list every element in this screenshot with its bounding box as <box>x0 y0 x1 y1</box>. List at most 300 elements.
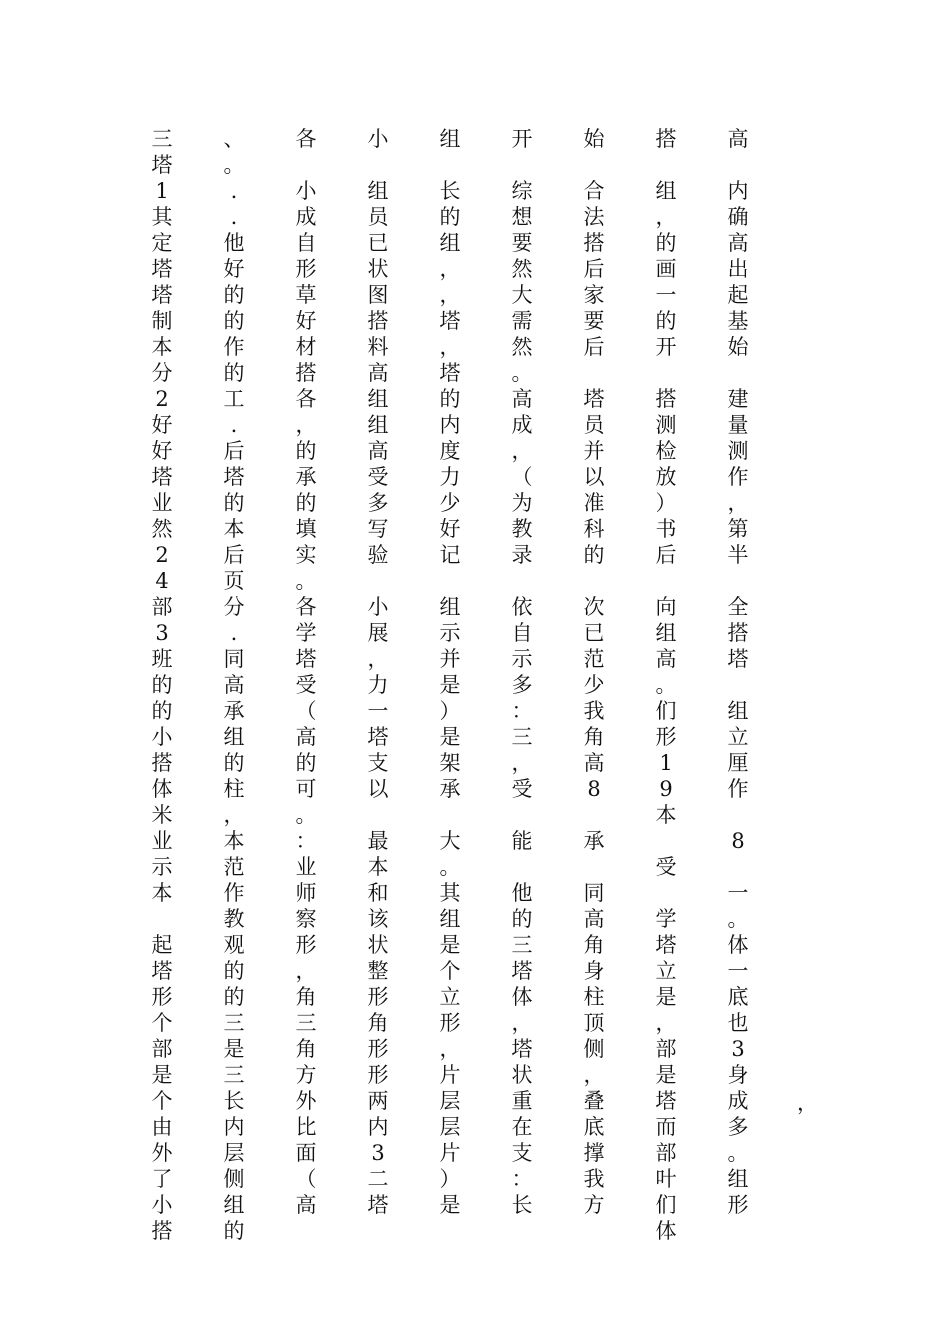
column-5-char: 片 <box>439 1141 461 1165</box>
column-6-char: 小 <box>367 595 389 619</box>
column-6-char: 和 <box>367 881 389 905</box>
column-4-char: 要 <box>511 231 533 255</box>
column-6-char <box>364 152 392 178</box>
column-6-char: 组 <box>367 387 389 411</box>
column-4-char: 多 <box>511 673 533 697</box>
column-4-char: 长 <box>511 1193 533 1217</box>
column-6-char: 二 <box>367 1167 389 1191</box>
column-4-char: 能 <box>511 829 533 853</box>
column-2-char: 测 <box>655 413 677 437</box>
column-7-char: 搭 <box>295 361 317 385</box>
column-7-char: 小 <box>295 179 317 203</box>
column-1-char: 作 <box>727 777 749 801</box>
column-6-char: 塔 <box>367 1193 389 1217</box>
column-7-char: 形 <box>295 257 317 281</box>
column-1-char: 搭 <box>727 621 749 645</box>
column-1-char: 始 <box>727 335 749 359</box>
column-3-char: 并 <box>583 439 605 463</box>
column-5-char: 层 <box>439 1115 461 1139</box>
column-1-char: 出 <box>727 257 749 281</box>
column-3-char: 塔 <box>583 387 605 411</box>
column-9-char <box>148 906 176 932</box>
column-4-char: 重 <box>511 1089 533 1113</box>
column-1-char: 一 <box>727 881 749 905</box>
column-8-char: 教 <box>223 907 245 931</box>
column-9-char: 然 <box>151 517 173 541</box>
column-4-char: 教 <box>511 517 533 541</box>
column-1-char: ， <box>727 491 749 515</box>
column-7-char: 高 <box>295 1193 317 1217</box>
column-2-char: 本 <box>655 803 677 827</box>
column-5-char: 塔 <box>439 361 461 385</box>
column-9-char: 外 <box>151 1141 173 1165</box>
column-3-char: 后 <box>583 257 605 281</box>
column-8-char: 的 <box>223 309 245 333</box>
column-4-char: ： <box>511 1167 533 1191</box>
column-8-char: 层 <box>223 1141 245 1165</box>
column-3-char: 方 <box>583 1193 605 1217</box>
column-5-char: 组 <box>439 907 461 931</box>
column-1-char: 形 <box>727 1193 749 1217</box>
column-8-char: 长 <box>223 1089 245 1113</box>
column-7-char: 填 <box>295 517 317 541</box>
column-8-char: 后 <box>223 439 245 463</box>
column-3-char <box>580 360 608 386</box>
column-2-char: 书 <box>655 517 677 541</box>
column-9-char: 本 <box>151 335 173 359</box>
column-1-char: 量 <box>727 413 749 437</box>
column-1-char: 组 <box>727 699 749 723</box>
column-2-char: 塔 <box>655 1089 677 1113</box>
column-8-char: 本 <box>223 829 245 853</box>
column-1-char <box>724 672 752 698</box>
column-6-char: 整 <box>367 959 389 983</box>
column-2-char: 搭 <box>655 127 677 151</box>
column-6-char: 以 <box>367 777 389 801</box>
column-7-char: 外 <box>295 1089 317 1113</box>
column-2-char: 的 <box>655 231 677 255</box>
column-7-char: 高 <box>295 725 317 749</box>
column-9-char: 制 <box>151 309 173 333</box>
column-1-char: 身 <box>727 1063 749 1087</box>
column-2-char: 画 <box>655 257 677 281</box>
column-8-char: 他 <box>223 231 245 255</box>
column-8-char: 分 <box>223 595 245 619</box>
column-3-char: 柱 <box>583 985 605 1009</box>
column-9-char: 个 <box>151 1011 173 1035</box>
column-5-char <box>436 802 464 828</box>
column-8-char: ， <box>223 803 245 827</box>
column-3-char <box>580 854 608 880</box>
column-3-char: 顶 <box>583 1011 605 1035</box>
column-4-char: 成 <box>511 413 533 437</box>
column-2-char: 向 <box>655 595 677 619</box>
column-2-char: 后 <box>655 543 677 567</box>
column-6-char: 展 <box>367 621 389 645</box>
column-3-char: 角 <box>583 725 605 749</box>
column-9-char: 业 <box>151 829 173 853</box>
column-6-char: 两 <box>367 1089 389 1113</box>
column-1-char: 多 <box>727 1115 749 1139</box>
column-8-char: 三 <box>223 1011 245 1035</box>
column-7-char: 的 <box>295 491 317 515</box>
column-4-char: 录 <box>511 543 533 567</box>
column-2-char: 部 <box>655 1037 677 1061</box>
column-9-char: 米 <box>151 803 173 827</box>
column-4-char: 。 <box>511 361 533 385</box>
column-1-char <box>724 568 752 594</box>
column-9-char: 小 <box>151 1193 173 1217</box>
column-4-char: ， <box>511 751 533 775</box>
column-3-char: 角 <box>583 933 605 957</box>
column-9-char: 的 <box>151 673 173 697</box>
column-9-char: 塔 <box>151 153 173 177</box>
column-8-char: 的 <box>223 1219 245 1243</box>
column-8-char: 侧 <box>223 1167 245 1191</box>
column-7-char: ， <box>295 413 317 437</box>
column-2-char: 搭 <box>655 387 677 411</box>
column-5-char: 组 <box>439 595 461 619</box>
column-6-char: 状 <box>367 933 389 957</box>
column-9-char: 的 <box>151 699 173 723</box>
column-7-char: 各 <box>295 595 317 619</box>
column-3-char: 准 <box>583 491 605 515</box>
column-7-char: ， <box>295 959 317 983</box>
column-4-char: 示 <box>511 647 533 671</box>
column-8-char: 好 <box>223 257 245 281</box>
column-1-char: 基 <box>727 309 749 333</box>
column-1-char: 厘 <box>727 751 749 775</box>
column-9-char: 部 <box>151 595 173 619</box>
column-4-char: 三 <box>511 933 533 957</box>
column-8-char: 的 <box>223 959 245 983</box>
column-2-char <box>652 152 680 178</box>
column-8-char: 柱 <box>223 777 245 801</box>
column-2-char: 高 <box>655 647 677 671</box>
column-9-char: 起 <box>151 933 173 957</box>
column-9-char: 是 <box>151 1063 173 1087</box>
column-6-char: 内 <box>367 1115 389 1139</box>
column-1-char: 建 <box>727 387 749 411</box>
column-9-char: 搭 <box>151 751 173 775</box>
column-4-char: 体 <box>511 985 533 1009</box>
column-5-char: 是 <box>439 725 461 749</box>
column-2-char: 是 <box>655 985 677 1009</box>
column-3-char: ， <box>583 1063 605 1087</box>
column-5-char: ， <box>439 335 461 359</box>
column-1-char: 组 <box>727 1167 749 1191</box>
column-3-char: 始 <box>583 127 605 151</box>
column-6-char: 力 <box>367 673 389 697</box>
column-6-char: 支 <box>367 751 389 775</box>
column-2-char: 放 <box>655 465 677 489</box>
column-3-char: 身 <box>583 959 605 983</box>
column-4-char: 综 <box>511 179 533 203</box>
column-2-char: 一 <box>655 283 677 307</box>
column-3-char: 我 <box>583 1167 605 1191</box>
column-7-char: 角 <box>295 985 317 1009</box>
column-8-char: 三 <box>223 1063 245 1087</box>
column-5-char: 架 <box>439 751 461 775</box>
column-4-char: 塔 <box>511 959 533 983</box>
column-5-char: 是 <box>439 933 461 957</box>
column-9-char: 业 <box>151 491 173 515</box>
column-4-char: 大 <box>511 283 533 307</box>
column-3-char <box>580 568 608 594</box>
column-1-char: 底 <box>727 985 749 1009</box>
column-3-char <box>580 152 608 178</box>
column-6-char: 写 <box>367 517 389 541</box>
column-3-char: 已 <box>583 621 605 645</box>
column-4-char: 然 <box>511 257 533 281</box>
column-9-char: 本 <box>151 881 173 905</box>
column-5-char <box>436 152 464 178</box>
column-5-char: 形 <box>439 1011 461 1035</box>
column-4-char: 依 <box>511 595 533 619</box>
column-8-char: 作 <box>223 335 245 359</box>
column-8-char: 的 <box>223 985 245 1009</box>
column-4-char: 塔 <box>511 1037 533 1061</box>
column-9-char: 塔 <box>151 959 173 983</box>
column-2-char: 是 <box>655 1063 677 1087</box>
column-9-char: 1 <box>155 179 169 203</box>
column-8-char: 本 <box>223 517 245 541</box>
column-5-char: 是 <box>439 1193 461 1217</box>
column-2-char: 体 <box>655 1219 677 1243</box>
column-3-char: 同 <box>583 881 605 905</box>
column-4-char: 三 <box>511 725 533 749</box>
column-3-char: 家 <box>583 283 605 307</box>
column-4-char: 为 <box>511 491 533 515</box>
column-9-char: 好 <box>151 413 173 437</box>
column-9-char: 定 <box>151 231 173 255</box>
column-7-char: 业 <box>295 855 317 879</box>
stray-comma: ， <box>797 1091 818 1115</box>
column-7-char: 的 <box>295 439 317 463</box>
column-9-char: 塔 <box>151 283 173 307</box>
column-6-char: 搭 <box>367 309 389 333</box>
column-6-char: 已 <box>367 231 389 255</box>
column-3-char <box>580 802 608 828</box>
column-3-char: 高 <box>583 751 605 775</box>
column-2-char: 开 <box>655 335 677 359</box>
column-6-char: 本 <box>367 855 389 879</box>
column-3-char: 底 <box>583 1115 605 1139</box>
column-4-char: 的 <box>511 907 533 931</box>
column-3-char: 少 <box>583 673 605 697</box>
column-6-char: 角 <box>367 1011 389 1035</box>
column-5-char: 层 <box>439 1089 461 1113</box>
column-4-char: 然 <box>511 335 533 359</box>
column-8-char: 组 <box>223 1193 245 1217</box>
column-5-char <box>436 568 464 594</box>
column-7-char: 自 <box>295 231 317 255</box>
column-4-char: ， <box>511 1011 533 1035</box>
column-9-char: 示 <box>151 855 173 879</box>
column-7-char: 可 <box>295 777 317 801</box>
column-5-char: 是 <box>439 673 461 697</box>
column-4-char: （ <box>511 465 533 489</box>
column-6-char: 3 <box>371 1141 385 1165</box>
column-7-char: 学 <box>295 621 317 645</box>
column-6-char: 一 <box>367 699 389 723</box>
column-5-char: ， <box>439 283 461 307</box>
column-2-char: ） <box>655 491 677 515</box>
column-7-char: 塔 <box>295 647 317 671</box>
column-3-char: 承 <box>583 829 605 853</box>
column-2-char <box>652 880 680 906</box>
column-5-char: 立 <box>439 985 461 1009</box>
column-2-char: 部 <box>655 1141 677 1165</box>
column-3-char: 的 <box>583 543 605 567</box>
column-8-char: 的 <box>223 361 245 385</box>
column-5-char: 组 <box>439 127 461 151</box>
column-7-char: 。 <box>295 569 317 593</box>
column-7-char: （ <box>295 1167 317 1191</box>
column-2-char: 组 <box>655 179 677 203</box>
column-7-char: 师 <box>295 881 317 905</box>
column-8-char: 、 <box>223 127 245 151</box>
column-2-char: ， <box>655 1011 677 1035</box>
column-3-char: 侧 <box>583 1037 605 1061</box>
column-2-char: 9 <box>659 777 673 801</box>
column-4-char: 高 <box>511 387 533 411</box>
column-1-char: 全 <box>727 595 749 619</box>
column-1-char: 成 <box>727 1089 749 1113</box>
column-1-char: 。 <box>727 907 749 931</box>
column-1-char: 立 <box>727 725 749 749</box>
column-8-char: 的 <box>223 283 245 307</box>
column-6-char <box>364 802 392 828</box>
column-8-char: 作 <box>223 881 245 905</box>
column-6-char <box>364 568 392 594</box>
column-8-char: 塔 <box>223 465 245 489</box>
column-7-char: 成 <box>295 205 317 229</box>
column-8-char: 观 <box>223 933 245 957</box>
column-9-char: 三 <box>151 127 173 151</box>
column-7-char: 各 <box>295 127 317 151</box>
column-7-char: 承 <box>295 465 317 489</box>
column-3-char: 员 <box>583 413 605 437</box>
column-9-char: 塔 <box>151 257 173 281</box>
column-5-char: 的 <box>439 387 461 411</box>
column-9-char: 个 <box>151 1089 173 1113</box>
column-2-char <box>652 568 680 594</box>
column-4-char: 想 <box>511 205 533 229</box>
column-1-char: 高 <box>727 127 749 151</box>
column-3-char: 范 <box>583 647 605 671</box>
column-5-char: 好 <box>439 517 461 541</box>
column-4-char: ， <box>511 439 533 463</box>
column-8-char: 组 <box>223 725 245 749</box>
column-7-char: 察 <box>295 907 317 931</box>
column-8-char: 是 <box>223 1037 245 1061</box>
column-7-char: 实 <box>295 543 317 567</box>
column-7-char: （ <box>295 699 317 723</box>
column-4-char: 开 <box>511 127 533 151</box>
column-9-char: 4 <box>155 569 169 593</box>
column-1-char: 作 <box>727 465 749 489</box>
column-1-char <box>724 802 752 828</box>
column-3-char: 搭 <box>583 231 605 255</box>
column-2-char: 检 <box>655 439 677 463</box>
column-7-char: 草 <box>295 283 317 307</box>
column-1-char <box>724 152 752 178</box>
column-5-char: 记 <box>439 543 461 567</box>
column-9-char: 体 <box>151 777 173 801</box>
column-5-char: 长 <box>439 179 461 203</box>
column-6-char: ， <box>367 647 389 671</box>
column-9-char: 2 <box>155 543 169 567</box>
column-1-char: 确 <box>727 205 749 229</box>
column-3-char: 以 <box>583 465 605 489</box>
column-8-char: . <box>230 179 238 203</box>
column-1-char: 8 <box>731 829 745 853</box>
column-1-char: 塔 <box>727 647 749 671</box>
column-4-char: 需 <box>511 309 533 333</box>
column-6-char: 验 <box>367 543 389 567</box>
column-6-char: 多 <box>367 491 389 515</box>
column-9-char: 分 <box>151 361 173 385</box>
column-9-char: 由 <box>151 1115 173 1139</box>
column-8-char: 同 <box>223 647 245 671</box>
column-8-char: 的 <box>223 491 245 515</box>
column-2-char: 的 <box>655 309 677 333</box>
column-9-char: 2 <box>155 387 169 411</box>
column-3-char: 法 <box>583 205 605 229</box>
column-4-char: 受 <box>511 777 533 801</box>
column-8-char: 范 <box>223 855 245 879</box>
column-8-char: . <box>230 205 238 229</box>
column-9-char: 搭 <box>151 1219 173 1243</box>
column-7-char: 方 <box>295 1063 317 1087</box>
column-1-char: 一 <box>727 959 749 983</box>
column-9-char: 部 <box>151 1037 173 1061</box>
column-5-char: 度 <box>439 439 461 463</box>
column-1-char: 。 <box>727 1141 749 1165</box>
column-6-char: 形 <box>367 985 389 1009</box>
column-7-char: 。 <box>295 803 317 827</box>
column-2-char: 立 <box>655 959 677 983</box>
column-9-char: 塔 <box>151 465 173 489</box>
column-4-char: ： <box>511 699 533 723</box>
column-3-char: 后 <box>583 335 605 359</box>
column-3-char: 次 <box>583 595 605 619</box>
column-2-char: 1 <box>659 751 673 775</box>
column-2-char: 。 <box>655 673 677 697</box>
column-3-char: 我 <box>583 699 605 723</box>
column-1-char <box>724 360 752 386</box>
column-2-char: 组 <box>655 621 677 645</box>
column-8-char: 的 <box>223 751 245 775</box>
column-5-char: 其 <box>439 881 461 905</box>
column-9-char: 其 <box>151 205 173 229</box>
column-2-char: ， <box>655 205 677 229</box>
column-6-char: 最 <box>367 829 389 853</box>
column-1-char: 半 <box>727 543 749 567</box>
column-4-char: 支 <box>511 1141 533 1165</box>
column-3-char: 8 <box>587 777 601 801</box>
column-4-char: 状 <box>511 1063 533 1087</box>
column-3-char: 叠 <box>583 1089 605 1113</box>
column-8-char: 。 <box>223 153 245 177</box>
column-4-char: 自 <box>511 621 533 645</box>
column-5-char: 承 <box>439 777 461 801</box>
column-5-char: 个 <box>439 959 461 983</box>
column-6-char: 形 <box>367 1063 389 1087</box>
column-2-char: 而 <box>655 1115 677 1139</box>
column-8-char: 承 <box>223 699 245 723</box>
